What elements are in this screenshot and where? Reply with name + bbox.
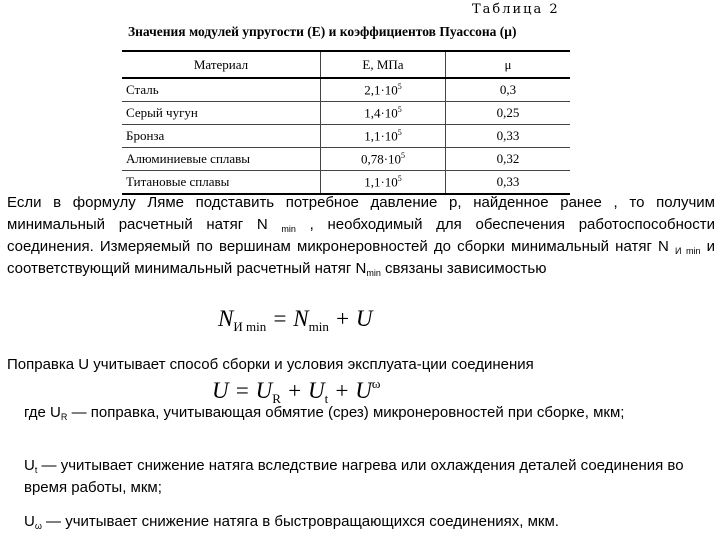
header-poisson: μ bbox=[446, 51, 571, 78]
poisson-cell: 0,25 bbox=[446, 102, 571, 125]
paragraph-lame: Если в формулу Ляме подставить потребное давление p, найденное ранее , то получим минимальный расчетный натяг N $_{min}$ , необходимый для обеспечения работоспособности соединения. Измеряемый по вершинам микронеровностей до сборки минимальный натяг N $_{И min}$ и соответствующий минимальный расчетный натяг $N_{min}$ связаны зависимостью bbox=[7, 194, 716, 278]
definition-ur: где $U_R$ — поправка, учитывающая обмятие (срез) микронеровностей при сборке, мкм; bbox=[24, 404, 625, 422]
material-cell: Бронза bbox=[122, 125, 321, 148]
header-material: Материал bbox=[122, 51, 321, 78]
table-title: Значения модулей упругости (E) и коэффициентов Пуассона (μ) bbox=[128, 24, 517, 39]
poisson-cell: 0,3 bbox=[446, 78, 571, 102]
definition-ut: $U_t$ — учитывает снижение натяга вследствие нагрева или охлаждения деталей соединения во время работы, мкм; bbox=[24, 457, 684, 496]
material-cell: Сталь bbox=[122, 78, 321, 102]
poisson-cell: 0,32 bbox=[446, 148, 571, 171]
elasticity-table bbox=[122, 50, 570, 195]
poisson-cell: 0,33 bbox=[446, 171, 571, 195]
modulus-cell: $0,78\cdot 10^5$ bbox=[321, 148, 446, 171]
table-header-row bbox=[122, 51, 570, 78]
modulus-cell: $1,1\cdot 10^5$ bbox=[321, 125, 446, 148]
paragraph-correction: Поправка U учитывает способ сборки и условия эксплуата-ции соединения bbox=[7, 356, 534, 373]
definition-uw: $U_\omega$ — учитывает снижение натяга в быстровращающихся соединениях, мкм. bbox=[24, 513, 559, 531]
material-cell: Алюминиевые сплавы bbox=[122, 148, 321, 171]
modulus-cell: $1,4\cdot 10^5$ bbox=[321, 102, 446, 125]
formula-correction: $U = U_R + U_t + U_\omega$ bbox=[212, 376, 381, 406]
material-cell: Титановые сплавы bbox=[122, 171, 321, 195]
formula-min-interference: $N_{И min} = N_{min} + U$ bbox=[218, 306, 373, 334]
modulus-cell: $1,1\cdot 10^5$ bbox=[321, 171, 446, 195]
poisson-cell: 0,33 bbox=[446, 125, 571, 148]
material-cell: Серый чугун bbox=[122, 102, 321, 125]
modulus-cell: $2,1\cdot 10^5$ bbox=[321, 78, 446, 102]
header-modulus: E, МПа bbox=[321, 51, 446, 78]
table-row bbox=[122, 125, 570, 148]
table-row bbox=[122, 102, 570, 125]
table-row bbox=[122, 78, 570, 102]
table-row bbox=[122, 171, 570, 195]
table-row bbox=[122, 148, 570, 171]
table-caption: Таблица 2 bbox=[472, 2, 560, 17]
